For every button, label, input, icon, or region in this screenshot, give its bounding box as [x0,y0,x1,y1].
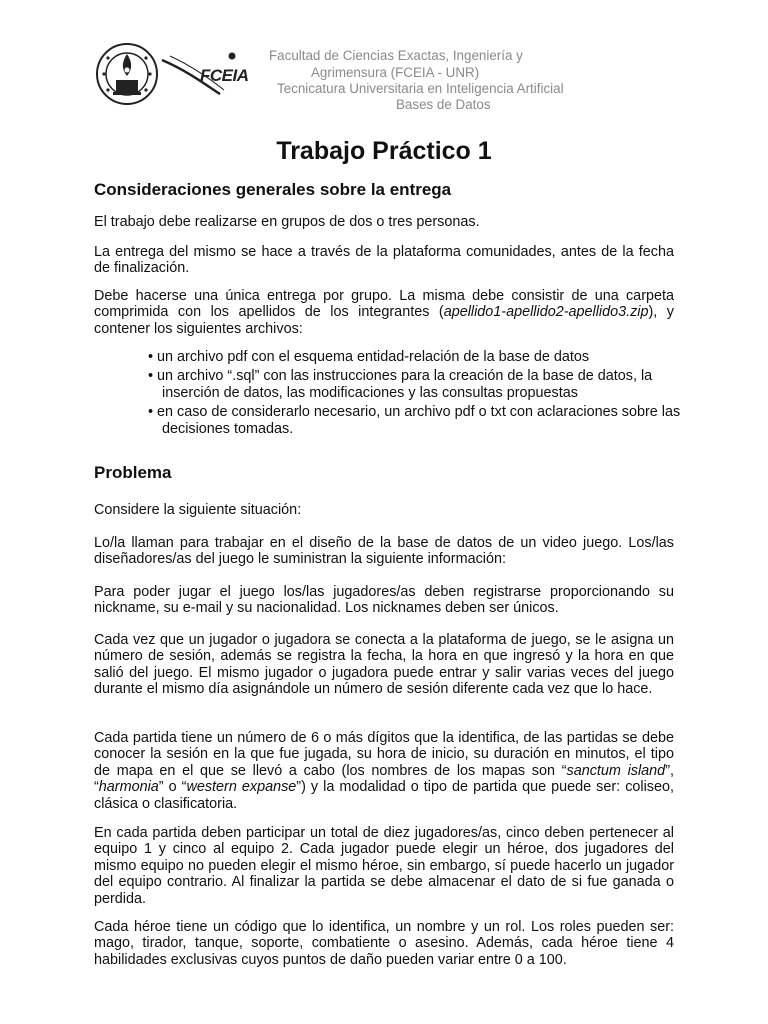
paragraph-grupos: El trabajo debe realizarse en grupos de dos o tres personas. [94,214,480,230]
paragraph-equipos: En cada partida deben participar un total de diez jugadores/as, cinco deben pertenecer al equipo 1 y cinco al equipo 2. Cada jugador puede elegir un héroe, dos jugadores del mismo equipo no pueden elegir el mismo héroe, sin embargo, sí puede hacerlo un jugador del equipo contrario. Al finalizar la partida se debe almacenar el dato de si fue ganada o perdida. [94,825,674,907]
list-item: • un archivo “.sql” con las instrucciones para la creación de la base de datos, la inserción de datos, las modificaciones y las consultas propuestas [148,368,653,401]
paragraph-archivos [94,288,674,337]
map-name-western-expanse: western expanse [186,779,297,796]
section-heading-consideraciones: Consideraciones generales sobre la entrega [94,180,452,199]
institution-line-2: Agrimensura (FCEIA - UNR) [311,65,480,80]
paragraph-sesion: Cada vez que un jugador o jugadora se conecta a la plataforma de juego, se le asigna un número de sesión, además se registra la fecha, la hora en que ingresó y la hora en que salió del juego. El mismo jugador o jugadora puede entrar y salir varias veces del juego durante el mismo día asignándole un número de sesión diferente cada vez que lo hace. [94,632,674,698]
list-item: • un archivo pdf con el esquema entidad-relación de la base de datos [148,349,590,365]
paragraph-video-juego: Lo/la llaman para trabajar en el diseño de la base de datos de un video juego. Los/las diseñadores/as del juego le suministran la siguiente información: [94,535,674,568]
paragraph-archivos-text-b: ), y contener los siguientes archivos: [94,304,675,337]
map-name-harmonia: harmonia [98,779,159,796]
program-line: Tecnicatura Universitaria en Inteligencia Artificial [277,81,564,96]
list-item: • en caso de considerarlo necesario, un archivo pdf o txt con aclaraciones sobre las decisiones tomadas. [148,404,681,437]
paragraph-archivos-text-a: Debe hacerse una única entrega por grupo. La misma debe consistir de una carpeta comprimida con los apellidos de los integrantes ( [94,288,674,321]
course-line: Bases de Datos [396,97,491,112]
paragraph-registro: Para poder jugar el juego los/las jugadores/as deben registrarse proporcionando su nickname, su e-mail y su nacionalidad. Los nicknames deben ser únicos. [94,584,674,617]
paragraph-partida [94,730,674,812]
paragraph-entrega: La entrega del mismo se hace a través de la plataforma comunidades, antes de la fecha de finalización. [94,244,674,277]
fceia-logo-text: FCEIA [200,66,249,85]
zip-filename-example: apellido1-apellido2-apellido3.zip [443,304,649,321]
paragraph-heroe: Cada héroe tiene un código que lo identifica, un nombre y un rol. Los roles pueden ser: mago, tirador, tanque, soporte, combatiente o asesino. Además, cada héroe tiene 4 habilidades exclusivas cuyos puntos de daño pueden variar entre 0 a 100. [94,919,674,968]
document-title: Trabajo Práctico 1 [276,137,492,165]
map-separator-1: ”, “ [94,762,674,796]
institution-line-1: Facultad de Ciencias Exactas, Ingeniería y [269,48,523,63]
paragraph-partida-text-a: Cada partida tiene un número de 6 o más dígitos que la identifica, de las partidas se debe conocer la sesión en la que fue jugada, su hora de inicio, su duración en minutos, el tipo de mapa en el que se llevó a cabo (los nombres de los mapas son “ [94,730,674,779]
fceia-logo [160,50,280,98]
section-heading-problema: Problema [94,463,172,482]
deliverables-list [148,349,688,440]
map-separator-2: ” o “ [158,779,187,796]
paragraph-situacion: Considere la siguiente situación: [94,502,302,518]
map-name-sanctum-island: sanctum island [566,762,666,779]
unr-seal-logo [96,40,158,110]
paragraph-partida-text-b: ”) y la modalidad o tipo de partida que puede ser: coliseo, clásica o clasificatoria. [94,779,674,812]
document-header [0,0,768,120]
